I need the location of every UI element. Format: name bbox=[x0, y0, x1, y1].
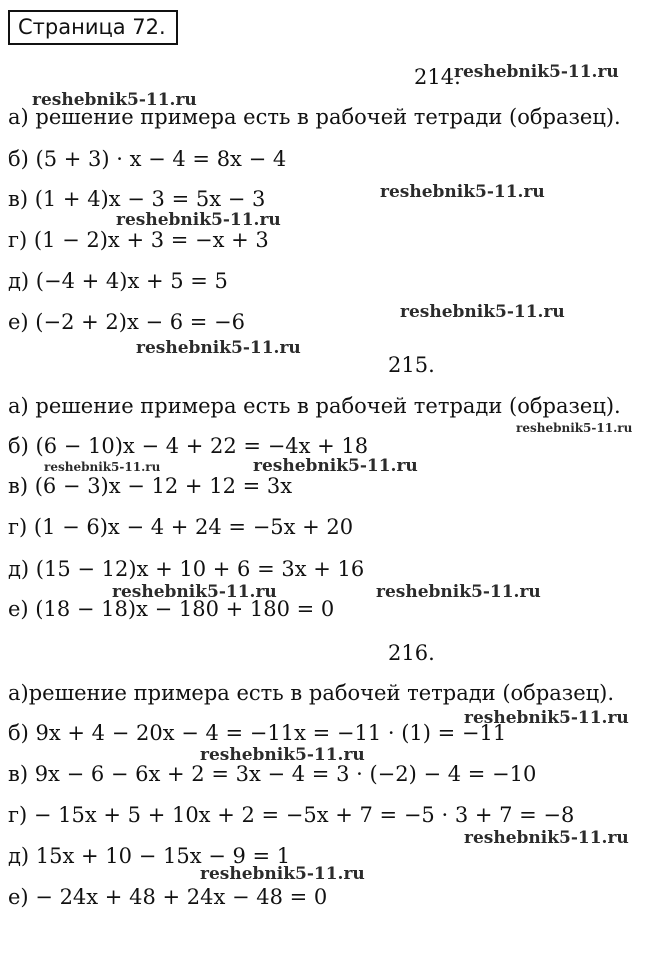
problem-number-214: 214. bbox=[414, 65, 461, 89]
watermark: reshebnik5-11.ru bbox=[44, 460, 161, 474]
problem-number-216: 216. bbox=[388, 641, 435, 665]
problem-214-line-a: а) решение примера есть в рабочей тетради (образец). bbox=[8, 105, 621, 129]
problem-215-line-e: д) (15 − 12)x + 10 + 6 = 3x + 16 bbox=[8, 557, 365, 581]
problem-214-line-d: г) (1 − 2)x + 3 = −x + 3 bbox=[8, 228, 269, 252]
problem-number-215: 215. bbox=[388, 353, 435, 377]
problem-215-line-c: в) (6 − 3)x − 12 + 12 = 3x bbox=[8, 474, 293, 498]
problem-216-line-a: а)решение примера есть в рабочей тетради (образец). bbox=[8, 681, 615, 705]
problem-215-line-b: б) (6 − 10)x − 4 + 22 = −4x + 18 bbox=[8, 434, 369, 458]
problem-214-line-b: б) (5 + 3) · x − 4 = 8x − 4 bbox=[8, 147, 287, 171]
problem-214-line-e: д) (−4 + 4)x + 5 = 5 bbox=[8, 269, 228, 293]
watermark: reshebnik5-11.ru bbox=[516, 421, 633, 435]
problem-216-line-d: г) − 15x + 5 + 10x + 2 = −5x + 7 = −5 · 3 + 7 = −8 bbox=[8, 803, 575, 827]
problem-216-line-f: е) − 24x + 48 + 24x − 48 = 0 bbox=[8, 885, 328, 909]
watermark: reshebnik5-11.ru bbox=[380, 182, 545, 202]
watermark: reshebnik5-11.ru bbox=[400, 302, 565, 322]
problem-215-line-a: а) решение примера есть в рабочей тетради (образец). bbox=[8, 394, 621, 418]
watermark: reshebnik5-11.ru bbox=[464, 828, 629, 848]
problem-216-line-b: б) 9x + 4 − 20x − 4 = −11x = −11 · (1) = −11 bbox=[8, 721, 507, 745]
problem-215-line-f: е) (18 − 18)x − 180 + 180 = 0 bbox=[8, 597, 335, 621]
problem-216-line-e: д) 15x + 10 − 15x − 9 = 1 bbox=[8, 844, 291, 868]
watermark: reshebnik5-11.ru bbox=[454, 62, 619, 82]
watermark: reshebnik5-11.ru bbox=[200, 745, 365, 765]
problem-214-line-f: е) (−2 + 2)x − 6 = −6 bbox=[8, 310, 245, 334]
problem-215-line-d: г) (1 − 6)x − 4 + 24 = −5x + 20 bbox=[8, 515, 354, 539]
problem-216-line-c: в) 9x − 6 − 6x + 2 = 3x − 4 = 3 · (−2) − 4 = −10 bbox=[8, 762, 537, 786]
watermark: reshebnik5-11.ru bbox=[112, 582, 277, 602]
watermark: reshebnik5-11.ru bbox=[32, 90, 197, 110]
watermark: reshebnik5-11.ru bbox=[116, 210, 281, 230]
watermark: reshebnik5-11.ru bbox=[253, 456, 418, 476]
problem-214-line-c: в) (1 + 4)x − 3 = 5x − 3 bbox=[8, 187, 266, 211]
watermark: reshebnik5-11.ru bbox=[200, 864, 365, 884]
watermark: reshebnik5-11.ru bbox=[464, 708, 629, 728]
page-title: Страница 72. bbox=[8, 10, 178, 45]
watermark: reshebnik5-11.ru bbox=[376, 582, 541, 602]
watermark: reshebnik5-11.ru bbox=[136, 338, 301, 358]
